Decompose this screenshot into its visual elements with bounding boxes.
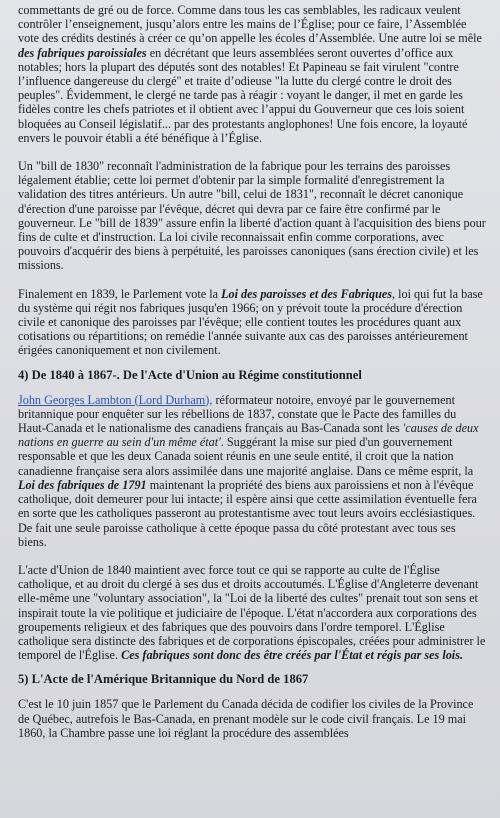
section-heading-4: 4) De 1840 à 1867-. De l'Acte d'Union au Régime constitutionnel <box>18 367 362 382</box>
emphasis-loi-fabriques-1791: Loi des fabriques de 1791 <box>18 477 147 492</box>
emphasis-fabriques-paroissiales: des fabriques paroissiales <box>18 45 147 60</box>
lord-durham-link[interactable]: John Georges Lambton (Lord Durham), <box>18 392 213 407</box>
paragraph-bills-1830-1839: Un "bill de 1830" reconnaît l'administration de la fabrique pour les terrains des paroisses légalement établie; cette loi permet d'obtenir par la simple formalité d'enregistrement la validation des titres antérieurs. Un autre "bill, celui de 1831", reconnaît le décret canonique d'érection d'une paroisse par l'évêque, décret qui devra par ce faire être confirmé par le gouverneur. Le "bill de 1839" assure enfin la liberté d'action quant à l'acquisition des biens pour fins de culte et d'instruction. La loi civile reconnaissait enfin comme corporations, avec pouvoirs d'acquérir des biens à perpétuité, les paroisses canoniques (sans érection civile) et les missions. <box>18 159 486 273</box>
emphasis-fabriques-etat: Ces fabriques sont donc des être créés par l'État et régis par ses lois. <box>121 648 463 663</box>
emphasis-loi-paroisses: Loi des paroisses et des Fabriques <box>221 286 393 301</box>
paragraph-acte-union: L'acte d'Union de 1840 maintient avec force tout ce qui se rapporte au culte de l'Église catholique, et au droit du clergé à ses dus et droits accoutumés. L'Église d'Angleterre devenant elle-même une "voluntary association", la "Loi de la liberté des cultes" prenait tout son sens et inspirait toute la vie politique et judiciaire de l'époque. L'état n'accordera aux corporations des groupements religieux et des fabriques que des pouvoirs dans l'ordre temporel. L'Église catholique sera distincte des fabriques et de corporations épiscopales, créées pour administrer le temporel de l'Église. Ces fabriques sont donc des être créés par l'État et régis par ses lois. <box>18 562 486 663</box>
quote-deux-nations: 'causes de deux nations en guerre au sein d'un même état' <box>18 421 479 450</box>
paragraph-ecoles-assemblee: commettants de gré ou de force. Comme dans tous les cas semblables, les radicaux veulent contrôler l’enseignement, jusqu’alors entre les mains de l’Église; pour ce faire, l’Assemblée vote des crédits destinés à créer ce qu’on appelle les écoles d’Assemblée. Une autre loi se mêle des fabriques paroissiales en décrétant que leurs assemblées seront ouvertes d’office aux notables; hors la plupart des députés sont des notables! Et Papineau se fait virulent "contre l’influence dangereuse du clergé" et traite d’odieuse "la lutte du clergé contre le droit des peuples". Évidemment, le clergé ne tarde pas à réagir : voyant le danger, il met en garde les fidèles contre les chefs patriotes et il obtient avec l’appui du Gouverneur que ces lois soient bloquées au Conseil législatif... par des protestants anglophones! Une fois encore, la loyauté envers le pouvoir établi a été bénéfique à l’Église. <box>18 3 482 145</box>
paragraph-code-civil: C'est le 10 juin 1857 que le Parlement du Canada décida de codifier los civiles de la Province de Québec, autrefois le Bas-Canada, en prenant modèle sur le code civil français. Le 19 mai 1860, la Chambre passe une loi réglant la procédure des assemblées <box>18 697 474 740</box>
section-heading-5: 5) L'Acte de l'Amérique Britannique du Nord de 1867 <box>18 672 309 687</box>
paragraph-lord-durham: John Georges Lambton (Lord Durham), réformateur notoire, envoyé par le gouvernement britannique pour enquêter sur les rébellions de 1837, constate que le Pacte des familles du Haut-Canada et le nationalisme des canadiens français au Bas-Canada sont les 'causes de deux nations en guerre au sein d'un même état'. Suggérant la mise sur pied d'un gouvernement responsable et que les deux Canada soient réunis en une seule entité, il croit que la nation canadienne française sera alors assimilée dans une majorité anglaise. Dans ce même esprit, la Loi des fabriques de 1791 maintenant la propriété des biens aux paroissiens et non à l'évêque catholique, doit demeurer pour lui intacte; il espère ainsi que cette assimilation éventuelle fera en sorte que les catholiques passeront au protestantisme avec tout leurs avoirs ecclésiastiques. De fait une seule paroisse catholique à cette époque passa du côté protestant avec tous ses biens. <box>18 392 479 549</box>
paragraph-loi-1839: Finalement en 1839, le Parlement vote la Loi des paroisses et des Fabriques, loi qui fut la base du système qui régit nos fabriques jusqu'en 1966; on y prévoit toute la procédure d'érection civile et canonique des paroisses par l'évêque; elle contient toutes les procédures quant aux cotisations ou répartitions; on remédie l'année suivante aux cas des paroisses antérieurement érigées canoniquement et non civilement. <box>18 286 483 358</box>
